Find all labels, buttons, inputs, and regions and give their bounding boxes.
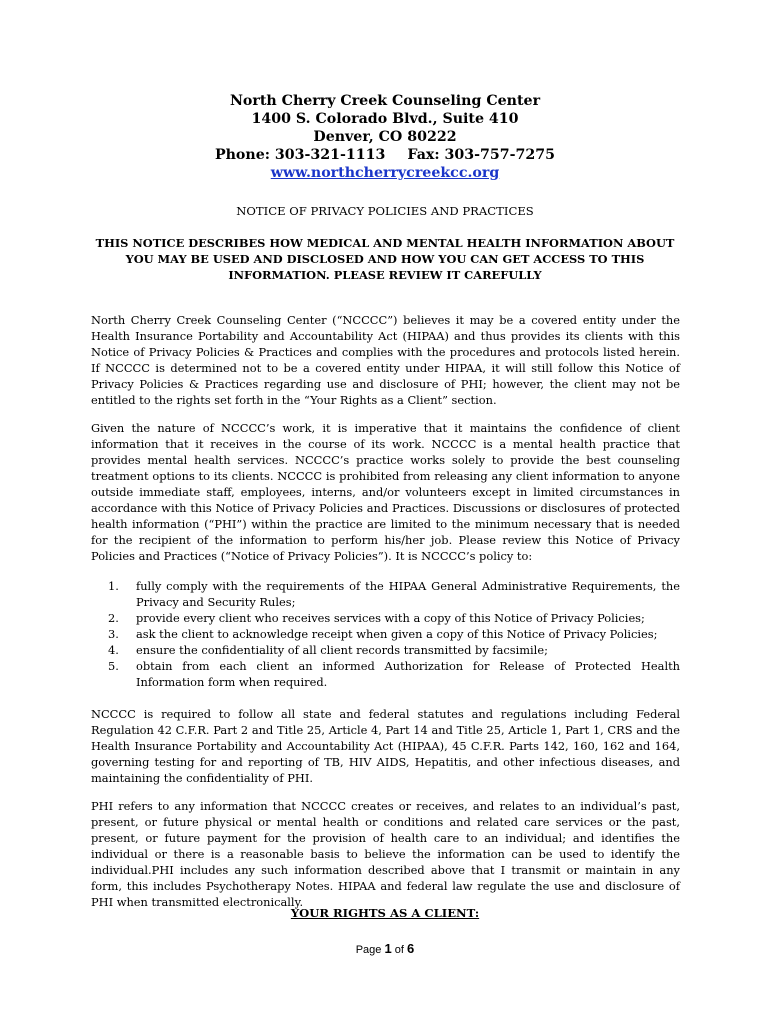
org-name: North Cherry Creek Counseling Center: [229, 93, 541, 109]
page-number: 1: [384, 941, 392, 956]
page-prefix: Page: [355, 944, 382, 956]
regulations-paragraph: NCCCC is required to follow all state and federal statutes and regulations including Federal Regulation 42 C.F.R. Part 2 and Title 25, Article 4, Part 14 and Title 25, Article 1, Part 1, CRS and the Health Insurance Portability and Accountability Act (HIPAA), 45 C.F.R. Parts 142, 160, 162 and 164, governing testing for and reporting of TB, HIV AIDS, Hepatitis, and other infectious diseases, and maintaining the confidentiality of PHI.: [91, 707, 680, 785]
website-link[interactable]: www.northcherrycreekcc.org: [270, 165, 500, 181]
list-item-number: 2.: [108, 611, 119, 625]
notice-description: THIS NOTICE DESCRIBES HOW MEDICAL AND MENTAL HEALTH INFORMATION ABOUT YOU MAY BE USED AND DISCLOSED AND HOW YOU CAN GET ACCESS TO THIS INFORMATION. PLEASE REVIEW IT CAREFULLY: [95, 236, 675, 282]
website-line: [0, 164, 770, 182]
confidentiality-paragraph: Given the nature of NCCCC’s work, it is imperative that it maintains the confidence of client information that it receives in the course of its work. NCCCC is a mental health practice that provides mental health services. NCCCC’s practice works solely to provide the best counseling treatment options to its clients. NCCCC is prohibited from releasing any client information to anyone outside immediate staff, employees, interns, and/or volunteers except in limited circumstances in accordance with this Notice of Privacy Policies and Practices. Discussions or disclosures of protected health information (“PHI”) within the practice are limited to the minimum necessary that is needed for the recipient of the information to perform his/her job. Please review this Notice of Privacy Policies and Practices (“Notice of Privacy Policies”). It is NCCCC’s policy to:: [91, 421, 680, 563]
city-line: Denver, CO 80222: [313, 129, 457, 145]
page-total: 6: [407, 941, 415, 956]
list-item-text: ensure the confidentiality of all client records transmitted by facsimile;: [136, 643, 548, 657]
address-line: 1400 S. Colorado Blvd., Suite 410: [251, 111, 519, 127]
contact-line: [0, 146, 770, 164]
list-item-text: provide every client who receives services with a copy of this Notice of Privacy Policies;: [136, 611, 645, 625]
policy-list: [108, 578, 680, 690]
fax-number: Fax: 303-757-7275: [407, 147, 556, 163]
list-item-text: ask the client to acknowledge receipt when given a copy of this Notice of Privacy Policies;: [136, 627, 658, 641]
notice-title: NOTICE OF PRIVACY POLICIES AND PRACTICES: [236, 204, 534, 218]
phone-number: Phone: 303-321-1113: [214, 147, 386, 163]
list-item-number: 5.: [108, 659, 119, 673]
list-item-text: fully comply with the requirements of the HIPAA General Administrative Requirements, the Privacy and Security Rules;: [136, 579, 680, 609]
list-item: [108, 658, 680, 690]
phi-definition-paragraph: PHI refers to any information that NCCCC creates or receives, and relates to an individual’s past, present, or future physical or mental health or conditions and related care services or the past, present, or future payment for the provision of health care to an individual; and identifies the individual or there is a reasonable basis to believe the information can be used to identify the individual.PHI includes any such information described above that I transmit or maintain in any form, this includes Psychotherapy Notes. HIPAA and federal law regulate the use and disclosure of PHI when transmitted electronically.: [91, 799, 680, 909]
list-item-number: 3.: [108, 627, 119, 641]
list-item-number: 1.: [108, 579, 119, 593]
list-item: [108, 578, 680, 610]
list-item-text: obtain from each client an informed Authorization for Release of Protected Health Information form when required.: [136, 659, 680, 689]
list-item: [108, 642, 680, 658]
page-of-label: of: [394, 944, 404, 956]
page-footer: [0, 941, 770, 956]
list-item: [108, 610, 680, 626]
list-item-number: 4.: [108, 643, 119, 657]
letterhead: [0, 92, 770, 182]
list-item: [108, 626, 680, 642]
intro-paragraph: North Cherry Creek Counseling Center (“NCCCC”) believes it may be a covered entity under the Health Insurance Portability and Accountability Act (HIPAA) and thus provides its clients with this Notice of Privacy Policies & Practices and complies with the procedures and protocols listed herein. If NCCCC is determined not to be a covered entity under HIPAA, it will still follow this Notice of Privacy Policies & Practices regarding use and disclosure of PHI; however, the client may not be entitled to the rights set forth in the “Your Rights as a Client” section.: [91, 313, 680, 407]
rights-heading: YOUR RIGHTS AS A CLIENT:: [290, 906, 480, 920]
